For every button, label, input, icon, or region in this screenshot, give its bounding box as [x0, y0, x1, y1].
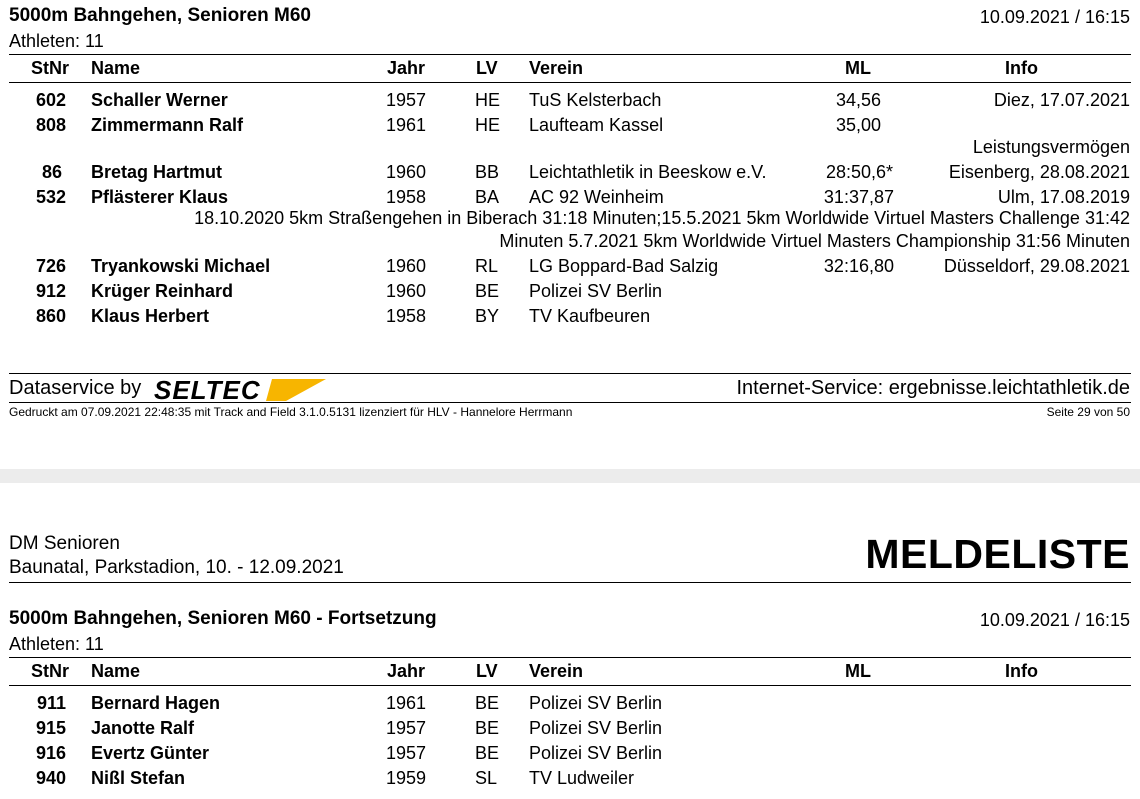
event-title: 5000m Bahngehen, Senioren M60 - Fortsetzung: [9, 608, 437, 629]
dataservice-label: Dataservice by: [9, 377, 142, 399]
row-jahr: 1960: [386, 281, 427, 301]
row-jahr: 1959: [386, 768, 427, 788]
row-lv: BE: [475, 693, 500, 713]
row-name: Janotte Ralf: [91, 718, 195, 738]
row-verein: Polizei SV Berlin: [529, 743, 663, 763]
svg-text:SELTEC: SELTEC: [154, 377, 261, 403]
row-info: Ulm, 17.08.2019: [997, 187, 1130, 207]
col-stnr: StNr: [31, 661, 70, 681]
meet-place: Baunatal, Parkstadion, 10. - 12.09.2021: [9, 557, 344, 578]
col-verein: Verein: [529, 661, 584, 681]
row-name: Bretag Hartmut: [91, 162, 223, 182]
row-name: Zimmermann Ralf: [91, 115, 244, 135]
note-line-2: Minuten 5.7.2021 5km Worldwide Virtuel Masters Championship 31:56 Minuten: [499, 231, 1130, 251]
athlete-count: Athleten: 11: [9, 634, 104, 654]
col-verein: Verein: [529, 58, 584, 78]
row-verein: TV Kaufbeuren: [529, 306, 651, 326]
row-stnr: 940: [35, 768, 66, 788]
col-ml: ML: [845, 661, 871, 681]
col-ml: ML: [845, 58, 871, 78]
col-lv: LV: [476, 661, 498, 681]
row-jahr: 1961: [386, 115, 427, 135]
row-lv: BY: [475, 306, 500, 326]
footer-top-rule: [9, 373, 1131, 374]
col-name: Name: [91, 661, 141, 681]
row-stnr: 602: [35, 90, 66, 110]
row-name: Schaller Werner: [91, 90, 228, 110]
meet-header-rule: [9, 582, 1131, 583]
row-stnr: 860: [35, 306, 66, 326]
row-lv: BE: [475, 743, 500, 763]
note-line-1: 18.10.2020 5km Straßengehen in Biberach 31:18 Minuten;15.5.2021 5km Worldwide Virtuel Masters Challenge 31:42: [194, 208, 1130, 228]
row-verein: Laufteam Kassel: [529, 115, 664, 135]
row-lv: BB: [475, 162, 500, 182]
row-ml: 31:37,87: [823, 187, 894, 207]
event-title: 5000m Bahngehen, Senioren M60: [9, 5, 311, 26]
row-verein: TuS Kelsterbach: [529, 90, 662, 110]
row-jahr: 1960: [386, 162, 427, 182]
col-jahr: Jahr: [387, 58, 426, 78]
row-info: Eisenberg, 28.08.2021: [948, 162, 1130, 182]
printed-info: Gedruckt am 07.09.2021 22:48:35 mit Track and Field 3.1.0.5131 lizenziert für HLV - Hannelore Herrmann: [9, 405, 573, 419]
row-verein: Leichtathletik in Beeskow e.V.: [529, 162, 767, 182]
row-stnr: 808: [35, 115, 66, 135]
col-name: Name: [91, 58, 141, 78]
footer-bottom-rule: [9, 402, 1131, 403]
row-stnr: 912: [35, 281, 66, 301]
row-stnr: 726: [35, 256, 66, 276]
row-jahr: 1961: [386, 693, 427, 713]
row-info: Diez, 17.07.2021: [993, 90, 1130, 110]
col-jahr: Jahr: [387, 661, 426, 681]
row-name: Bernard Hagen: [91, 693, 221, 713]
row-ml: 34,56: [835, 90, 881, 110]
row-info: Düsseldorf, 29.08.2021: [943, 256, 1130, 276]
table-header-top-rule: [9, 54, 1131, 55]
table-header-bottom-rule: [9, 685, 1131, 686]
row-stnr: 915: [35, 718, 66, 738]
row-name: Evertz Günter: [91, 743, 210, 763]
row-lv: BE: [475, 281, 500, 301]
row-ml: 28:50,6*: [825, 162, 893, 182]
row-lv: SL: [475, 768, 498, 788]
row-stnr: 916: [35, 743, 66, 763]
col-lv: LV: [476, 58, 498, 78]
row-stnr: 911: [36, 693, 66, 713]
row-lv: BE: [475, 718, 500, 738]
row-lv: HE: [475, 90, 501, 110]
row-verein: Polizei SV Berlin: [529, 693, 663, 713]
row-jahr: 1958: [386, 306, 427, 326]
seltec-logo: [154, 377, 329, 403]
row-jahr: 1957: [386, 743, 427, 763]
row-name: Nißl Stefan: [91, 768, 186, 788]
row-verein: Polizei SV Berlin: [529, 281, 663, 301]
page-number: Seite 29 von 50: [1046, 405, 1130, 419]
row-ml: 35,00: [835, 115, 881, 135]
row-jahr: 1960: [386, 256, 427, 276]
col-info: Info: [1005, 661, 1038, 681]
event-datetime: 10.09.2021 / 16:15: [979, 610, 1130, 630]
row-lv: BA: [475, 187, 500, 207]
row-verein: Polizei SV Berlin: [529, 718, 663, 738]
row-verein: LG Boppard-Bad Salzig: [529, 256, 719, 276]
row-ml: 32:16,80: [823, 256, 894, 276]
col-info: Info: [1005, 58, 1038, 78]
row-name: Klaus Herbert: [91, 306, 210, 326]
row-verein: TV Ludweiler: [529, 768, 635, 788]
row-verein: AC 92 Weinheim: [529, 187, 664, 207]
row-jahr: 1957: [386, 718, 427, 738]
row-name: Krüger Reinhard: [91, 281, 234, 301]
athlete-count: Athleten: 11: [9, 31, 104, 51]
row-lv: RL: [475, 256, 499, 276]
row-stnr: 86: [41, 162, 62, 182]
internet-service: Internet-Service: ergebnisse.leichtathletik.de: [736, 377, 1130, 399]
page-separator: [0, 469, 1140, 483]
event-datetime: 10.09.2021 / 16:15: [979, 7, 1130, 27]
row-stnr: 532: [35, 187, 66, 207]
table-header-bottom-rule: [9, 82, 1131, 83]
table-header-top-rule: [9, 657, 1131, 658]
row-jahr: 1958: [386, 187, 427, 207]
document-type-title: MELDELISTE: [865, 531, 1130, 577]
col-stnr: StNr: [31, 58, 70, 78]
row-jahr: 1957: [386, 90, 427, 110]
row-lv: HE: [475, 115, 501, 135]
meet-name: DM Senioren: [9, 533, 120, 554]
row-name: Tryankowski Michael: [91, 256, 271, 276]
leistung-note: Leistungsvermögen: [972, 137, 1130, 157]
row-name: Pflästerer Klaus: [91, 187, 229, 207]
